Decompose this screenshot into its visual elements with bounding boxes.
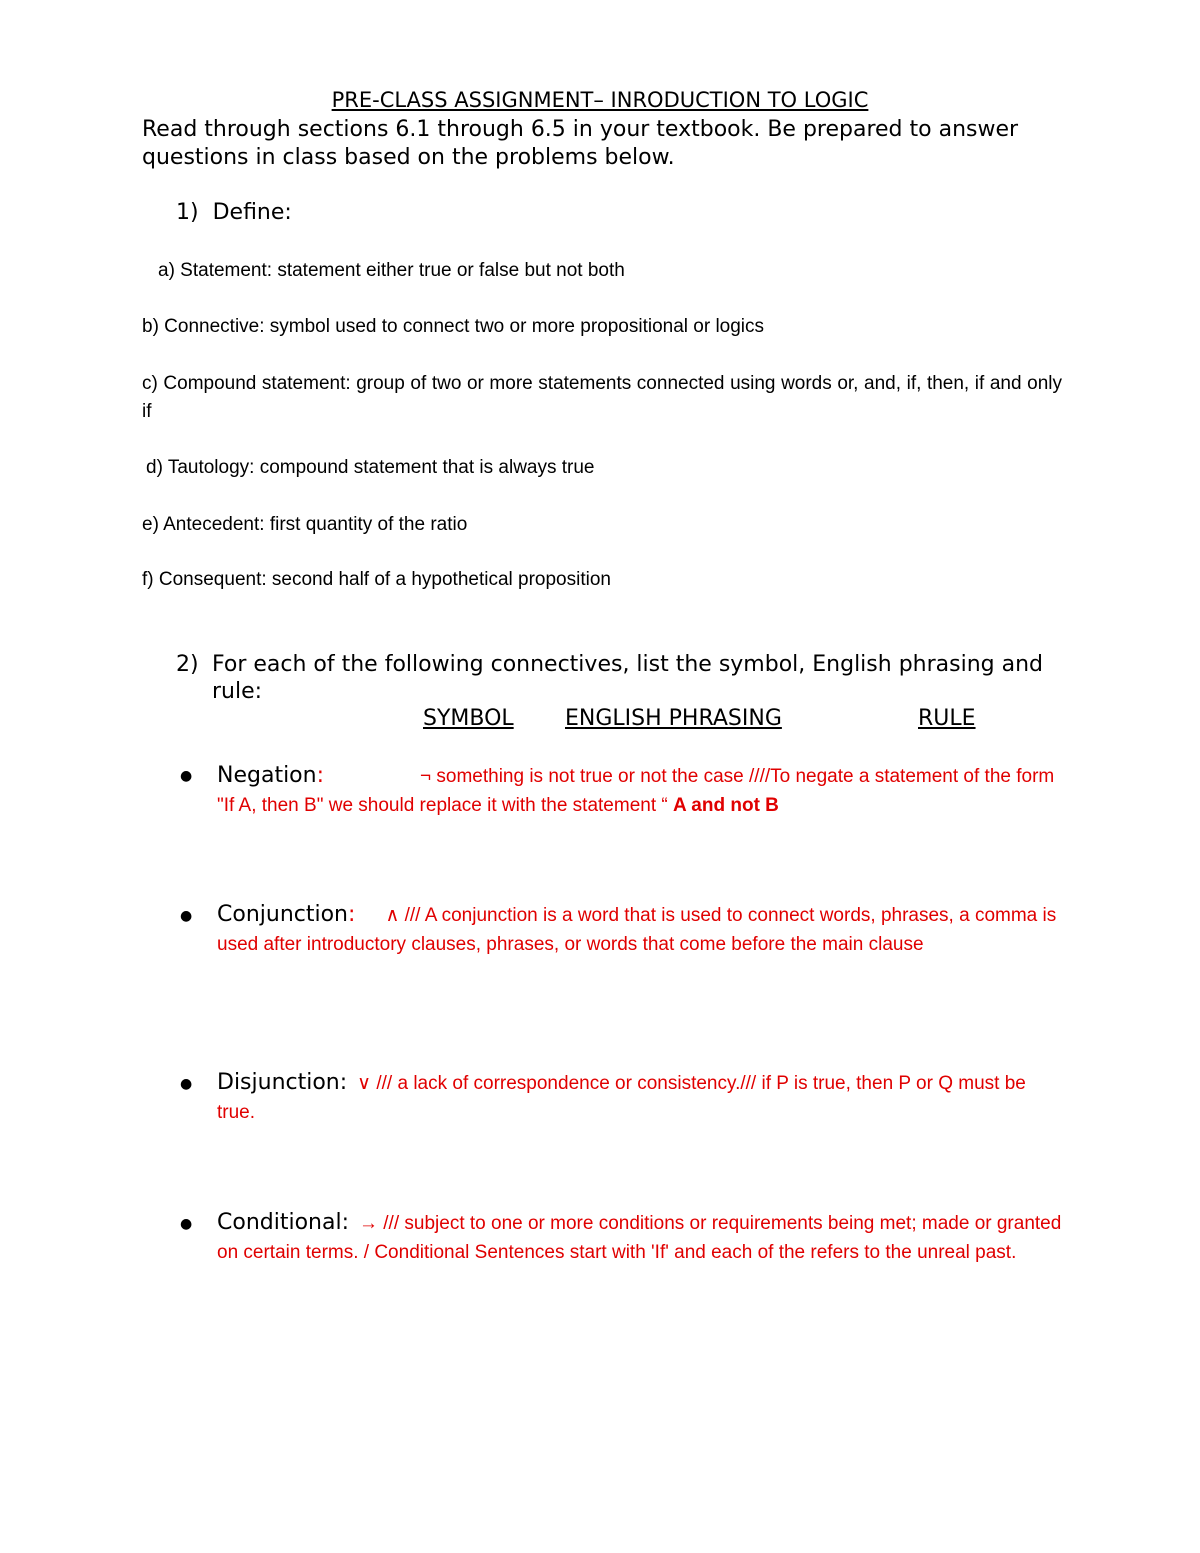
connective-rule: ¬ something is not true or not the case ////To negate a statement of the form "If A, then B" we should replace it with the statement “ bbox=[217, 766, 1055, 816]
connective-rule-emphasis: A and not B bbox=[673, 795, 779, 816]
connective-rule: → /// subject to one or more conditions or requirements being met; made or granted on certain terms. / Conditional Sentences start with 'If' and each of the refers to the unreal past. bbox=[217, 1213, 1062, 1263]
question-1-label: Define: bbox=[212, 200, 292, 225]
definition-statement: a) Statement: statement either true or false but not both bbox=[158, 260, 625, 281]
definition-antecedent: e) Antecedent: first quantity of the ratio bbox=[142, 514, 468, 535]
question-1-number: 1) bbox=[176, 200, 199, 225]
connective-term: Negation bbox=[217, 763, 317, 788]
connective-rule: ∧ /// A conjunction is a word that is used to connect words, phrases, a comma is used after introductory clauses, phrases, or words that come before the main clause bbox=[217, 905, 1057, 955]
definition-tautology: d) Tautology: compound statement that is always true bbox=[146, 457, 595, 478]
bullet-icon: ● bbox=[180, 908, 193, 924]
page-title: PRE-CLASS ASSIGNMENT– INRODUCTION TO LOGIC bbox=[331, 88, 869, 112]
connective-term: Conjunction bbox=[217, 902, 349, 927]
header-rule: RULE bbox=[918, 706, 976, 731]
definition-consequent: f) Consequent: second half of a hypothetical proposition bbox=[142, 569, 611, 590]
bullet-icon: ● bbox=[180, 1076, 193, 1092]
question-1-heading bbox=[176, 200, 292, 225]
connective-conditional bbox=[217, 1209, 1062, 1268]
bullet-icon: ● bbox=[180, 768, 193, 784]
definition-connective: b) Connective: symbol used to connect two or more propositional or logics bbox=[142, 316, 765, 337]
header-english-phrasing: ENGLISH PHRASING bbox=[565, 706, 782, 731]
connective-conjunction: Conjunction: ∧ /// A conjunction is a word that is used to connect words, phrases, a comma is used after introductory clauses, phrases, or words that come before the main clause bbox=[217, 902, 1057, 955]
question-2-text: For each of the following connectives, list the symbol, English phrasing and rule: bbox=[212, 652, 1043, 704]
connective-term: Disjunction: bbox=[217, 1070, 348, 1095]
definition-compound-statement: c) Compound statement: group of two or more statements connected using words or, and, if, then, if and only if bbox=[142, 373, 1062, 422]
connective-rule: ∨ /// a lack of correspondence or consistency./// if P is true, then P or Q must be true. bbox=[217, 1073, 1026, 1123]
connective-term: Conditional: bbox=[217, 1210, 349, 1235]
connective-disjunction bbox=[217, 1069, 1062, 1128]
bullet-icon: ● bbox=[180, 1216, 193, 1232]
connective-negation: Negation: ¬ something is not true or not the case ////To negate a statement of the form "If A, then B" we should replace it with the statement “ A and not B bbox=[217, 763, 1055, 816]
question-2 bbox=[176, 651, 1066, 705]
question-2-number: 2) bbox=[176, 652, 199, 677]
header-symbol: SYMBOL bbox=[423, 706, 514, 731]
intro-text: Read through sections 6.1 through 6.5 in your textbook. Be prepared to answer questions in class based on the problems below. bbox=[142, 117, 1019, 170]
